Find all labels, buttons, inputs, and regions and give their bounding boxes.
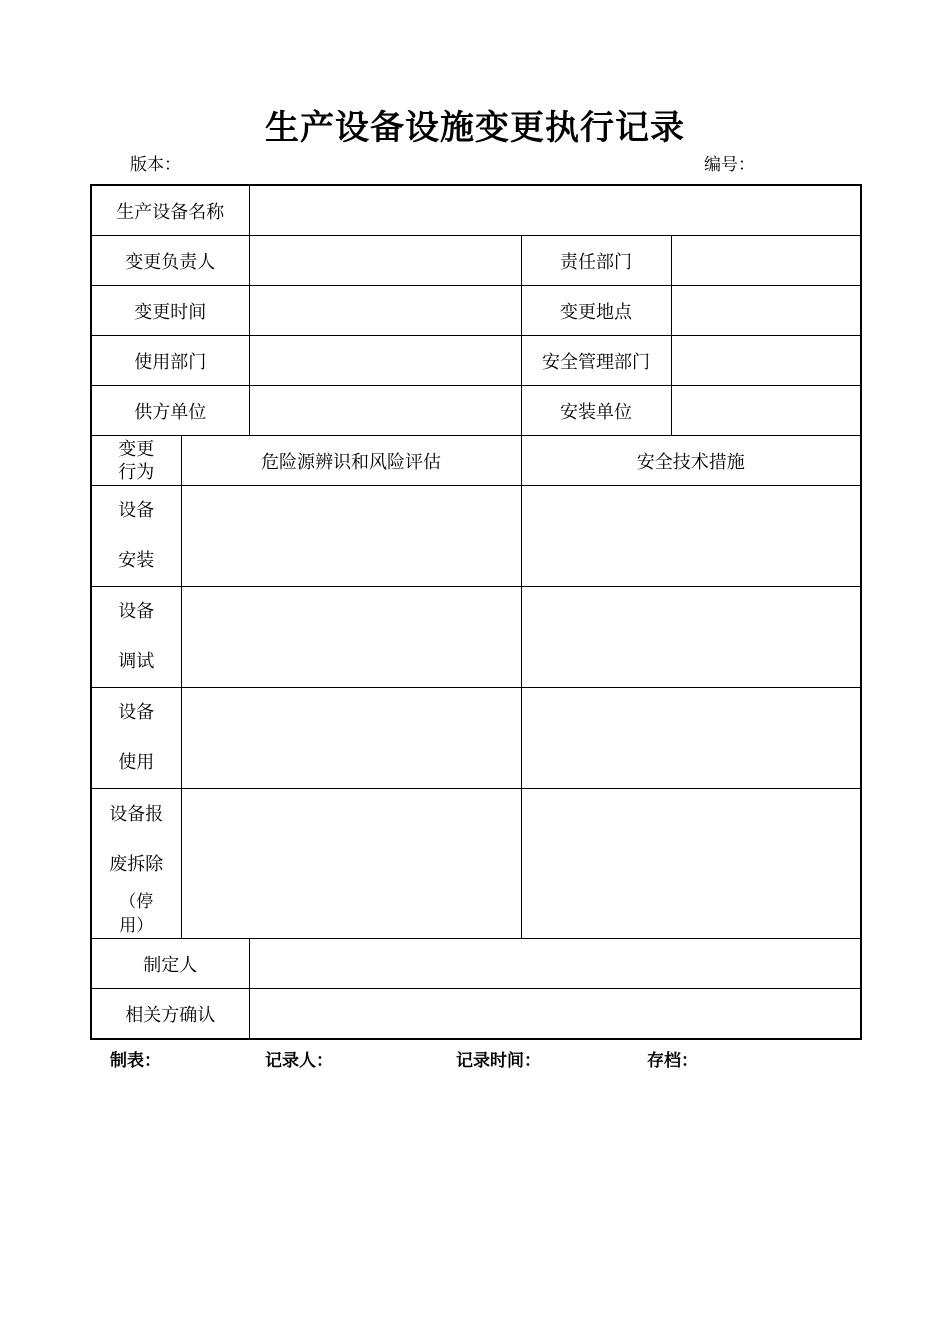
footer-recorder: 记录人： [265,1051,333,1071]
use-label-line1: 设备 [118,702,155,723]
footer-made-by: 制表： [110,1051,161,1071]
formulator-label: 制定人 [91,939,249,989]
footer-record-time: 记录时间： [456,1051,541,1071]
change-owner-label: 变更负责人 [91,236,249,286]
safety-mgmt-dept-label: 安全管理部门 [521,336,671,386]
use-label-line2: 使用 [118,752,155,773]
use-label [91,688,181,789]
change-location-label: 变更地点 [521,286,671,336]
scrap-label-line3: （停 [119,891,154,912]
change-time-field[interactable] [249,286,521,336]
form-row-owner [91,236,861,286]
form-row-time [91,286,861,336]
scrap-measures-field[interactable] [521,789,861,939]
scrap-label-line4: 用） [119,915,154,936]
scrap-label-line2: 废拆除 [109,853,164,875]
install-label-line1: 设备 [118,500,155,521]
installer-label: 安装单位 [521,386,671,436]
hazard-column-header: 危险源辨识和风险评估 [181,436,521,486]
safety-mgmt-dept-field[interactable] [671,336,861,386]
form-row-use [91,688,861,789]
debug-hazard-field[interactable] [181,587,521,688]
page-title: 生产设备设施变更执行记录 [265,108,685,148]
install-label-line2: 安装 [118,550,155,571]
supplier-label: 供方单位 [91,386,249,436]
debug-measures-field[interactable] [521,587,861,688]
use-hazard-field[interactable] [181,688,521,789]
using-dept-label: 使用部门 [91,336,249,386]
form-row-equipment-name [91,185,861,236]
formulator-field[interactable] [249,939,861,989]
use-measures-field[interactable] [521,688,861,789]
change-behavior-line1: 变更 [118,438,155,460]
debug-label-line1: 设备 [118,601,155,622]
footer-archive: 存档： [647,1051,698,1071]
install-measures-field[interactable] [521,486,861,587]
responsible-dept-label: 责任部门 [521,236,671,286]
measures-column-header: 安全技术措施 [521,436,861,486]
installer-field[interactable] [671,386,861,436]
change-time-label: 变更时间 [91,286,249,336]
form-row-header [91,436,861,486]
equipment-name-label: 生产设备名称 [91,185,249,236]
form-row-debug [91,587,861,688]
install-label [91,486,181,587]
change-record-form [90,184,862,1040]
form-row-dept [91,336,861,386]
scrap-label [91,789,181,939]
debug-label [91,587,181,688]
scrap-label-line1: 设备报 [109,803,164,825]
related-confirm-label: 相关方确认 [91,989,249,1040]
change-owner-field[interactable] [249,236,521,286]
version-label: 版本： [130,155,181,175]
equipment-name-field[interactable] [249,185,861,236]
install-hazard-field[interactable] [181,486,521,587]
responsible-dept-field[interactable] [671,236,861,286]
form-row-related-confirm [91,989,861,1040]
supplier-field[interactable] [249,386,521,436]
using-dept-field[interactable] [249,336,521,386]
related-confirm-field[interactable] [249,989,861,1040]
form-row-formulator [91,939,861,989]
debug-label-line2: 调试 [118,651,155,672]
form-row-supplier [91,386,861,436]
change-behavior-label [91,436,181,486]
change-location-field[interactable] [671,286,861,336]
form-row-scrap [91,789,861,939]
scrap-hazard-field[interactable] [181,789,521,939]
form-row-install [91,486,861,587]
number-label: 编号： [704,155,755,175]
change-behavior-line2: 行为 [118,461,155,483]
